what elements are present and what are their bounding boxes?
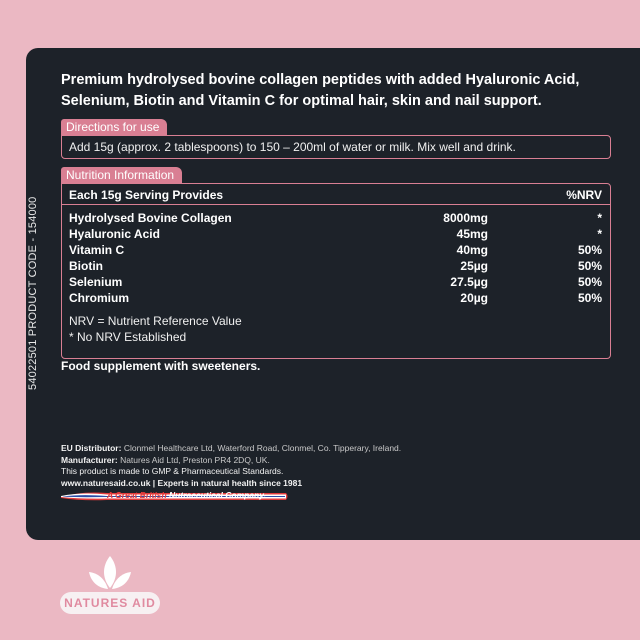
nutrient-nrv: * bbox=[597, 211, 602, 225]
food-supplement-text: Food supplement with sweeteners. bbox=[61, 359, 261, 373]
nutrition-notes bbox=[69, 313, 242, 345]
table-row bbox=[62, 227, 610, 243]
table-row bbox=[62, 243, 610, 259]
table-row bbox=[62, 259, 610, 275]
nutrient-amount: 25µg bbox=[460, 259, 488, 273]
intro-text: Premium hydrolysed bovine collagen peptides with added Hyaluronic Acid, Selenium, Biotin and Vitamin C for optimal hair, skin and nail support. bbox=[61, 72, 580, 109]
directions-text: Add 15g (approx. 2 tablespoons) to 150 – 200ml of water or milk. Mix well and drink. bbox=[69, 140, 516, 154]
nutraceutical-label: Nutraceutical Company. bbox=[166, 490, 267, 500]
table-row bbox=[62, 275, 610, 291]
nutrient-name: Hydrolysed Bovine Collagen bbox=[69, 211, 232, 225]
nutrient-amount: 8000mg bbox=[443, 211, 488, 225]
product-label-panel bbox=[26, 48, 640, 540]
nutrition-col-nrv: %NRV bbox=[566, 188, 602, 202]
great-british-label: A Great British bbox=[107, 490, 167, 500]
eu-distributor-text: Clonmel Healthcare Ltd, Waterford Road, Clonmel, Co. Tipperary, Ireland. bbox=[123, 443, 402, 453]
nutrient-name: Hyaluronic Acid bbox=[69, 227, 160, 241]
great-british-banner bbox=[61, 489, 291, 503]
manufacturer-label: Manufacturer: bbox=[61, 454, 118, 465]
product-code: 54022501 PRODUCT CODE - 154000 bbox=[27, 196, 39, 390]
natures-aid-logo bbox=[60, 552, 160, 624]
nutrition-heading: Nutrition Information bbox=[61, 167, 182, 183]
nutrient-nrv: 50% bbox=[577, 259, 602, 273]
nutrient-amount: 40mg bbox=[456, 243, 488, 257]
gmp-text: This product is made to GMP & Pharmaceutical Standards. bbox=[61, 466, 284, 476]
nutrient-name: Biotin bbox=[69, 259, 103, 273]
nutrient-nrv: 50% bbox=[577, 243, 602, 257]
nutrient-amount: 20µg bbox=[460, 291, 488, 305]
nutrient-name: Selenium bbox=[69, 275, 123, 289]
manufacturer-text: Natures Aid Ltd, Preston PR4 2DQ, UK. bbox=[120, 454, 270, 465]
legal-info bbox=[61, 443, 401, 489]
nutrition-rows bbox=[62, 211, 610, 307]
no-nrv-note: * No NRV Established bbox=[69, 330, 187, 344]
nutrition-table bbox=[61, 183, 611, 359]
eu-distributor-label: EU Distributor: bbox=[61, 443, 122, 453]
table-row bbox=[62, 291, 610, 307]
nutrition-col-serving: Each 15g Serving Provides bbox=[69, 188, 224, 202]
nutrition-header-row bbox=[62, 184, 610, 205]
nrv-note: NRV = Nutrient Reference Value bbox=[69, 314, 242, 328]
directions-box bbox=[61, 135, 611, 159]
nutrient-name: Chromium bbox=[69, 291, 129, 305]
nutrient-nrv: 50% bbox=[577, 275, 602, 289]
nutrient-nrv: 50% bbox=[577, 291, 602, 305]
directions-heading: Directions for use bbox=[61, 119, 167, 135]
nutrient-amount: 27.5µg bbox=[450, 275, 488, 289]
leaf-icon bbox=[88, 552, 132, 592]
logo-text: NATURES AID bbox=[60, 592, 160, 614]
table-row bbox=[62, 211, 610, 227]
nutrient-nrv: * bbox=[597, 227, 602, 241]
website-text: www.naturesaid.co.uk | Experts in natural health since 1981 bbox=[61, 477, 303, 488]
nutrient-amount: 45mg bbox=[456, 227, 488, 241]
great-british-text bbox=[107, 490, 266, 500]
nutrient-name: Vitamin C bbox=[69, 243, 125, 257]
